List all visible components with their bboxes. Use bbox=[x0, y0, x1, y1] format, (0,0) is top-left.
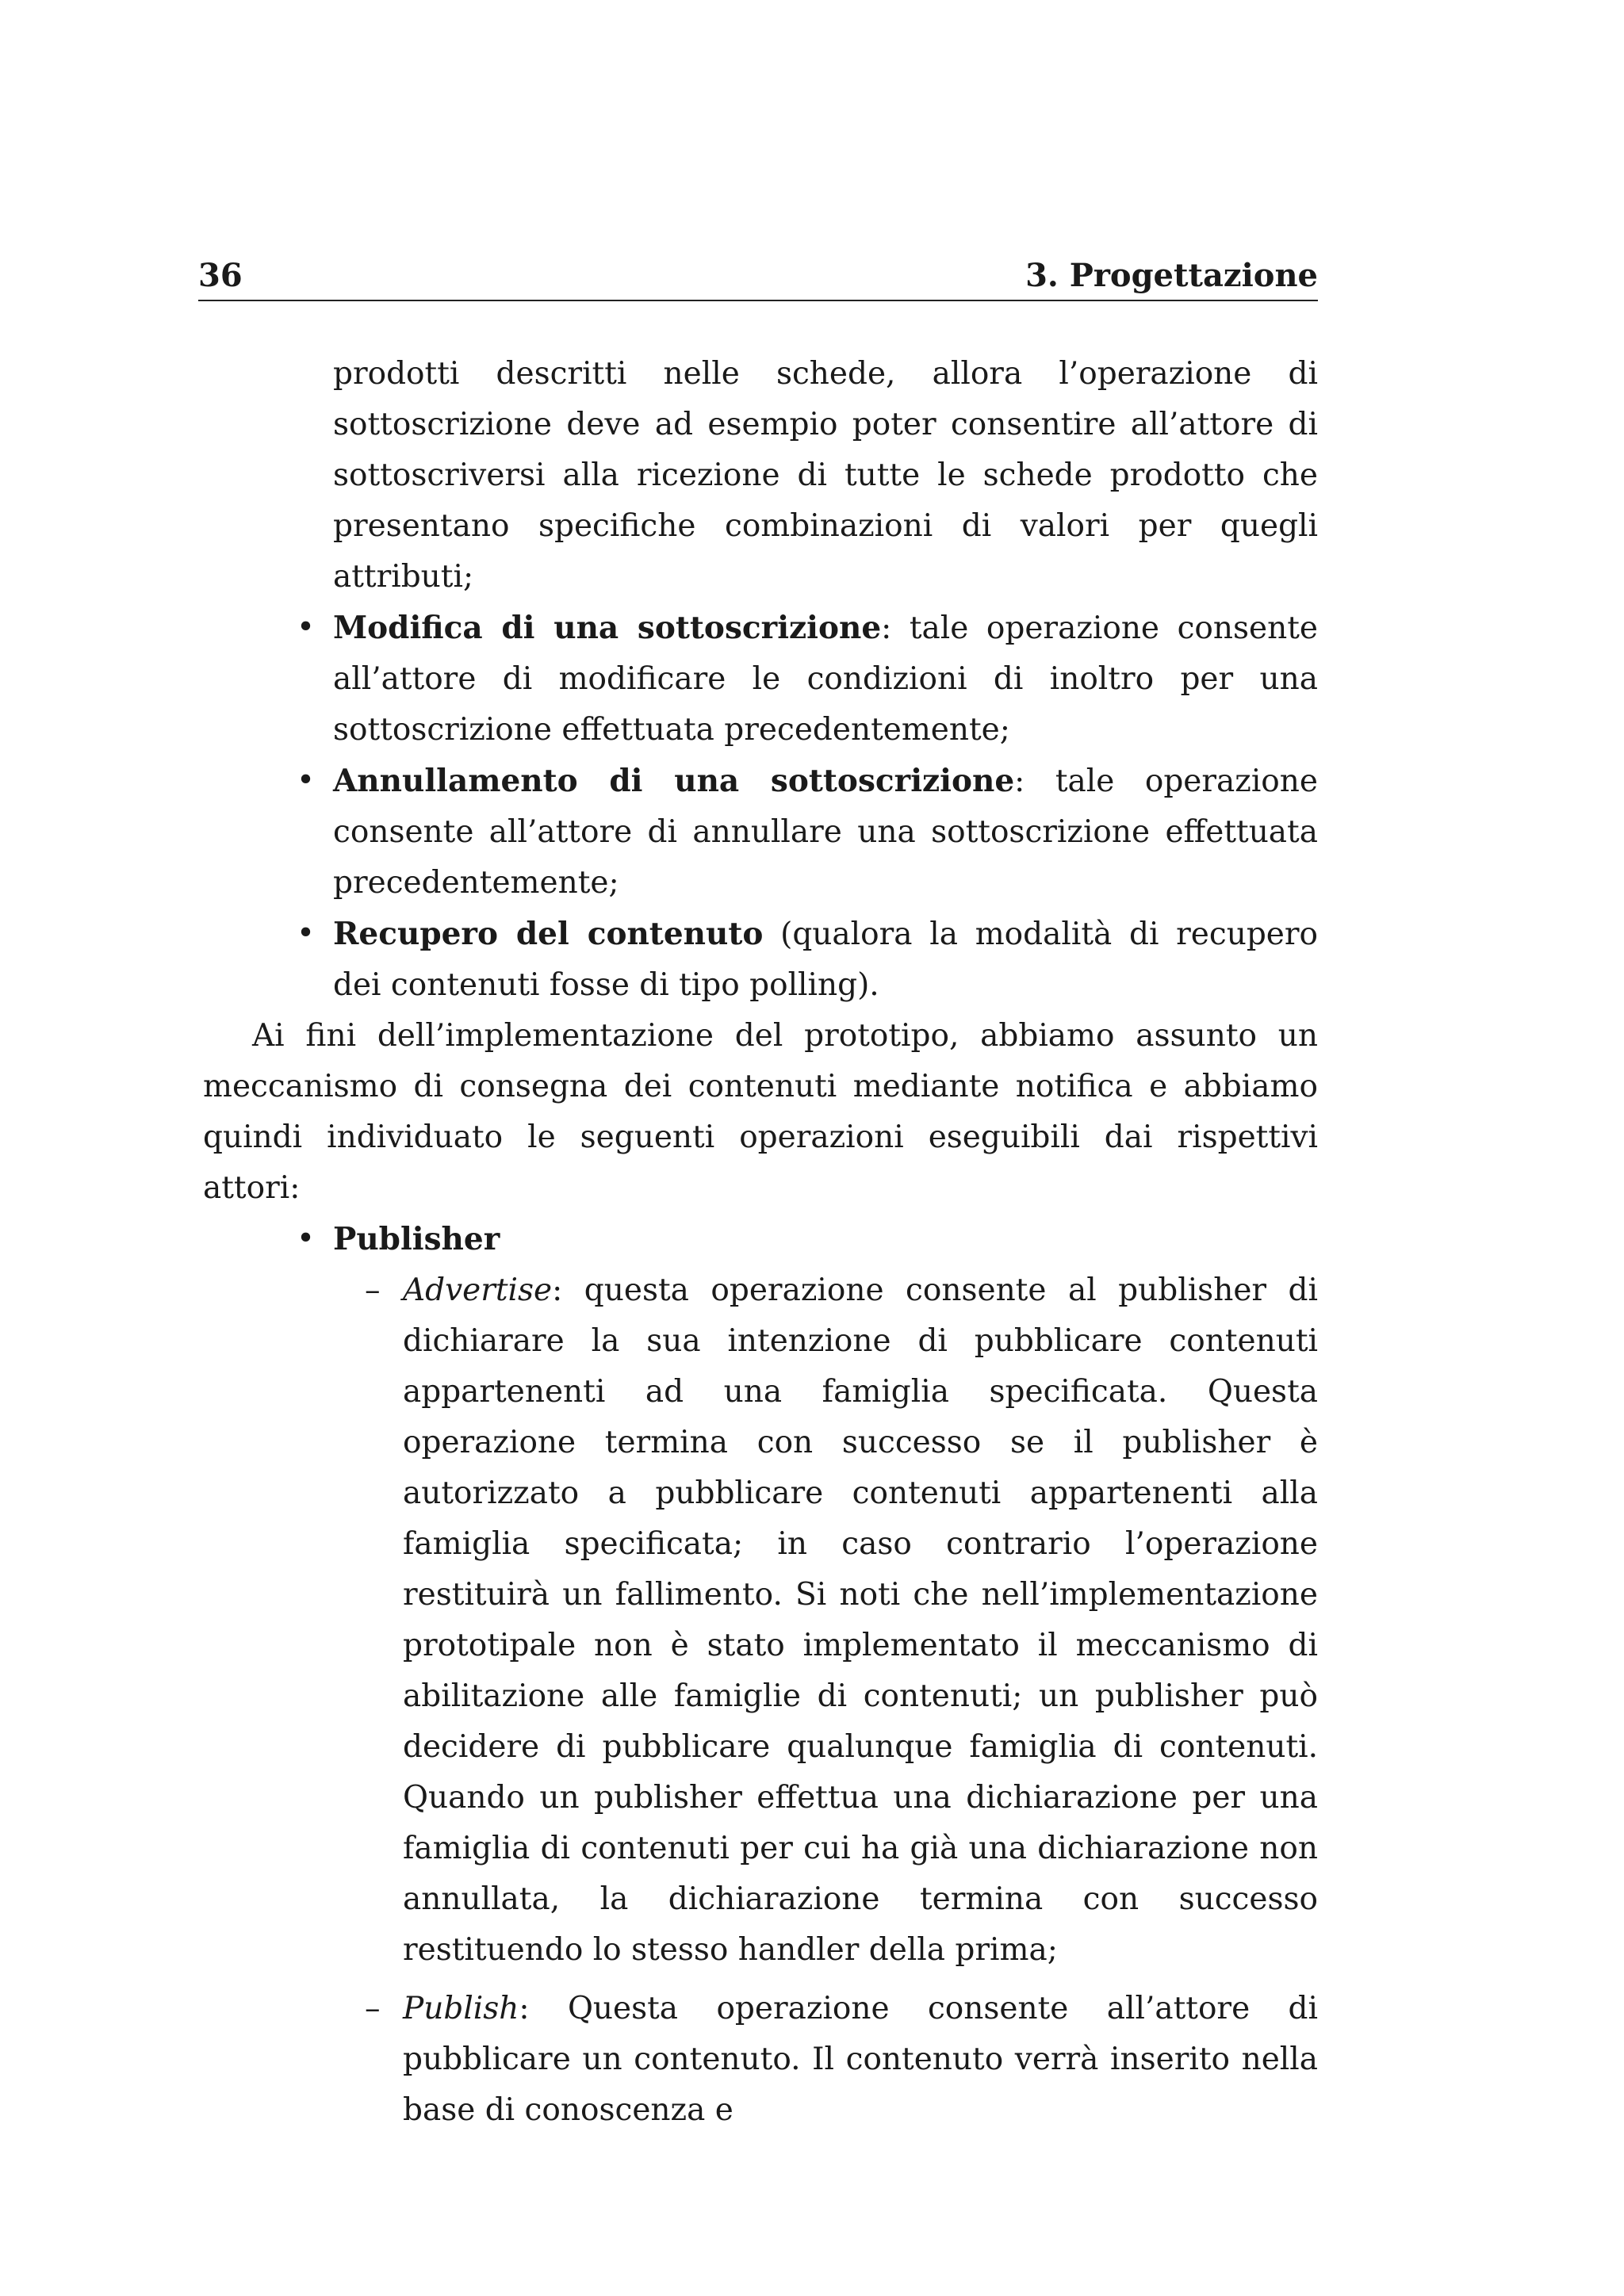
chapter-title: 3. Progettazione bbox=[1025, 257, 1318, 294]
bullet-mark: • bbox=[297, 1221, 316, 1257]
subitem-text: : Questa operazione consente all’attore di pubblicare un contenuto. Il contenuto verrà inserito nella base di conoscenza e bbox=[403, 1991, 1318, 2128]
dash-mark: – bbox=[365, 1991, 381, 2026]
dash-mark: – bbox=[365, 1272, 381, 1308]
body-paragraph: Ai fini dell’implementazione del prototipo, abbiamo assunto un meccanismo di consegna dei contenuti mediante notifica e abbiamo quindi individuato le seguenti operazioni eseguibili dai rispettivi attori: bbox=[203, 1018, 1318, 1206]
bullet-mark: • bbox=[297, 763, 316, 798]
bullet-text: (qualora la modalità di recupero dei contenuti fosse di tipo polling). bbox=[333, 916, 1318, 1003]
subitem-term: Publish bbox=[403, 1991, 519, 2026]
bullet-publisher bbox=[252, 1214, 1318, 1265]
bullet-annullamento bbox=[252, 756, 1318, 909]
subitem-term: Advertise bbox=[403, 1272, 553, 1308]
page-body bbox=[203, 349, 1318, 2136]
continued-list-text: prodotti descritti nelle schede, allora l’operazione di sottoscrizione deve ad esempio poter consentire all’attore di sottoscriversi alla ricezione di tutte le schede prodotto che presentano specifiche combinazioni di valori per quegli attributi; bbox=[333, 356, 1318, 595]
bullet-text: : tale operazione consente all’attore di modificare le condizioni di inoltro per una sottoscrizione effettuata precedentemente; bbox=[333, 610, 1318, 748]
page-number: 36 bbox=[198, 257, 243, 294]
bullet-mark: • bbox=[297, 610, 316, 645]
subitem-advertise bbox=[252, 1265, 1318, 1976]
bullet-modifica bbox=[252, 603, 1318, 756]
bullet-mark: • bbox=[297, 916, 316, 951]
bullet-term: Modifica di una sottoscrizione bbox=[333, 610, 882, 646]
bullet-recupero bbox=[252, 909, 1318, 1011]
bullet-term: Recupero del contenuto bbox=[333, 916, 764, 952]
bullet-text: : tale operazione consente all’attore di annullare una sottoscrizione effettuata precedentemente; bbox=[333, 763, 1318, 901]
running-header bbox=[198, 252, 1318, 301]
subitem-text: : questa operazione consente al publisher di dichiarare la sua intenzione di pubblicare contenuti appartenenti ad una famiglia specificata. Questa operazione termina con successo se il publisher è autorizzato a pubblicare contenuti appartenenti alla famiglia specificata; in caso contrario l’operazione restituirà un fallimento. Si noti che nell’implementazione prototipale non è stato implementato il meccanismo di abilitazione alle famiglie di contenuti; un publisher può decidere di pubblicare qualunque famiglia di contenuti. Quando un publisher effettua una dichiarazione per una famiglia di contenuti per cui ha già una dichiarazione non annullata, la dichiarazione termina con successo restituendo lo stesso handler della prima; bbox=[403, 1272, 1318, 1968]
bullet-term: Annullamento di una sottoscrizione bbox=[333, 763, 1015, 799]
publisher-label: Publisher bbox=[333, 1221, 500, 1257]
subitem-publish bbox=[252, 1984, 1318, 2136]
